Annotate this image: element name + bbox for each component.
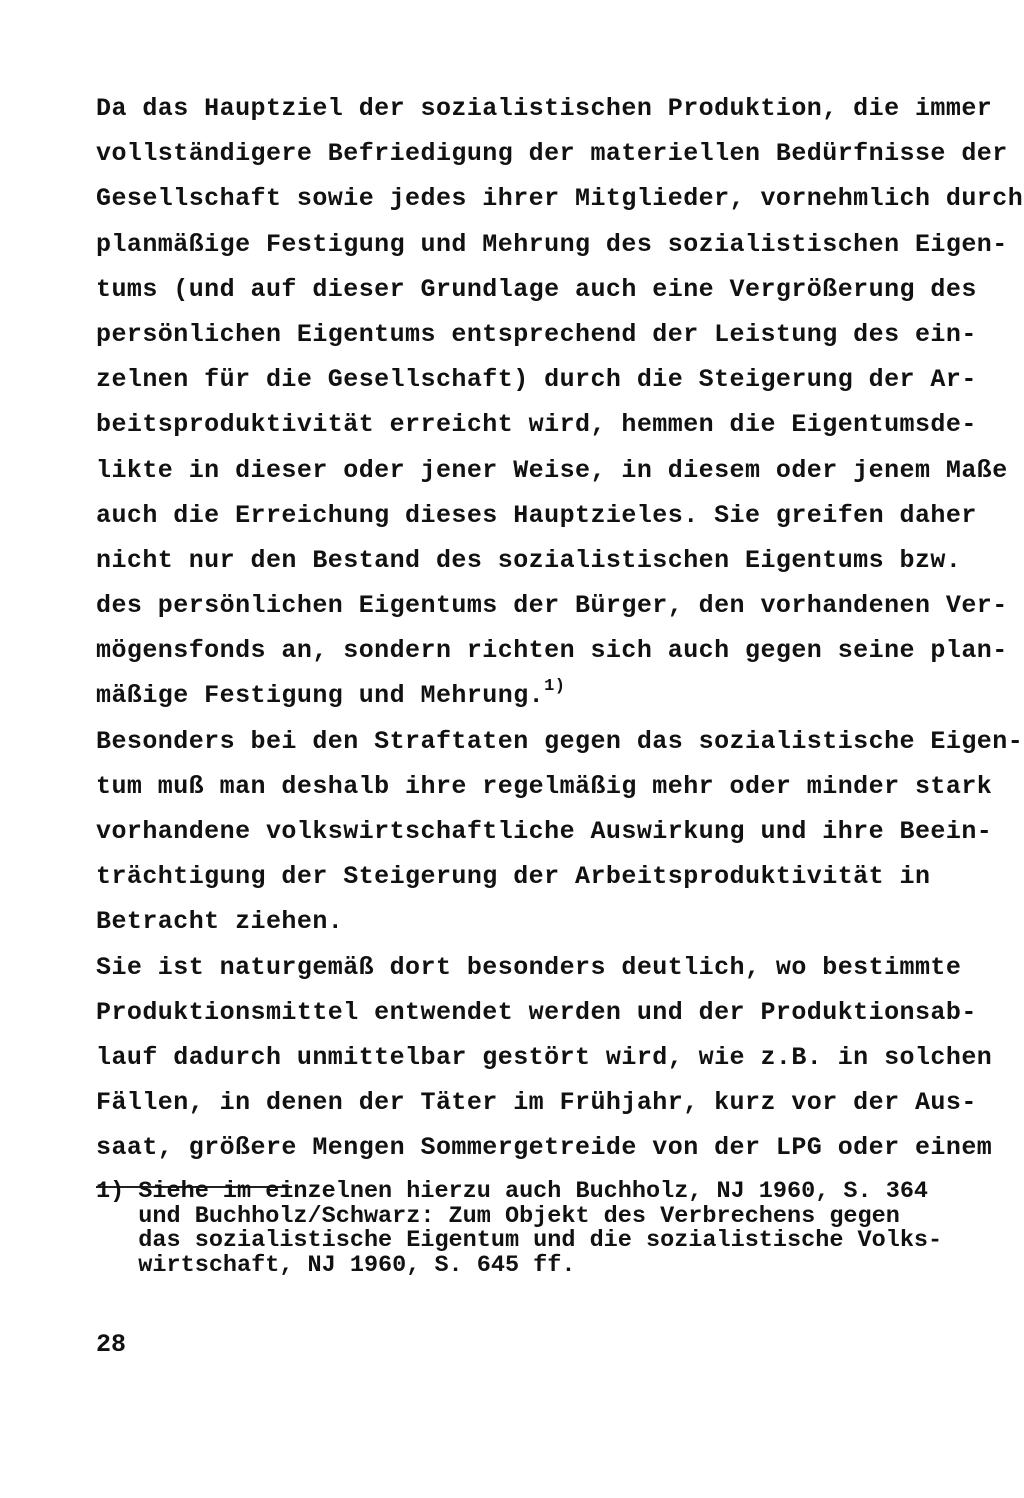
text-line: planmäßige Festigung und Mehrung des sozialistischen Eigen- (96, 229, 1008, 259)
text-line: trächtigung der Steigerung der Arbeitsproduktivität in (96, 862, 931, 892)
footnote-line: wirtschaft, NJ 1960, S. 645 ff. (96, 1251, 576, 1279)
text-line: des persönlichen Eigentums der Bürger, den vorhandenen Ver- (96, 591, 1008, 621)
text-line: Produktionsmittel entwendet werden und der Produktionsab- (96, 997, 977, 1027)
text-line: tum muß man deshalb ihre regelmäßig mehr oder minder stark (96, 771, 993, 801)
body-text (96, 86, 1024, 1171)
text-line: Sie ist naturgemäß dort besonders deutlich, wo bestimmte (96, 952, 962, 982)
page-number: 28 (96, 1330, 127, 1359)
footnote-line: das sozialistische Eigentum und die sozialistische Volks- (96, 1227, 943, 1255)
text-line: vollständigere Befriedigung der materiellen Bedürfnisse der (96, 139, 1008, 169)
text-line: mögensfonds an, sondern richten sich auch gegen seine plan- (96, 636, 1008, 666)
text-line: nicht nur den Bestand des sozialistischen Eigentums bzw. (96, 545, 962, 575)
footnote-reference: 1) (544, 677, 566, 697)
text-line: beitsproduktivität erreicht wird, hemmen die Eigentumsde- (96, 410, 977, 440)
text-line: Da das Hauptziel der sozialistischen Produktion, die immer (96, 94, 993, 123)
text-line: saat, größere Mengen Sommergetreide von der LPG oder einem (96, 1133, 993, 1163)
text-line-with-footnote-ref (96, 673, 956, 718)
footnote (96, 1180, 956, 1278)
text-line: zelnen für die Gesellschaft) durch die Steigerung der Ar- (96, 365, 977, 395)
text-line: Besonders bei den Straftaten gegen das sozialistische Eigen- (96, 726, 1024, 756)
text-line: persönlichen Eigentums entsprechend der Leistung des ein- (96, 319, 977, 349)
text-line: auch die Erreichung dieses Hauptzieles. Sie greifen daher (96, 500, 977, 530)
footnote-line: und Buchholz/Schwarz: Zum Objekt des Verbrechens gegen (96, 1202, 900, 1230)
text-line-content: mäßige Festigung und Mehrung. (96, 681, 545, 711)
text-line: tums (und auf dieser Grundlage auch eine Vergrößerung des (96, 274, 977, 304)
text-line: likte in dieser oder jener Weise, in diesem oder jenem Maße (96, 455, 1008, 485)
text-line: Gesellschaft sowie jedes ihrer Mitglieder, vornehmlich durch (96, 184, 1024, 214)
text-line: Betracht ziehen. (96, 907, 344, 937)
text-line: lauf dadurch unmittelbar gestört wird, wie z.B. in solchen (96, 1042, 993, 1072)
text-line: Fällen, in denen der Täter im Frühjahr, kurz vor der Aus- (96, 1088, 977, 1118)
text-line: vorhandene volkswirtschaftliche Auswirkung und ihre Beein- (96, 817, 993, 846)
footnote-line: 1) Siehe im einzelnen hierzu auch Buchholz, NJ 1960, S. 364 (96, 1178, 929, 1205)
